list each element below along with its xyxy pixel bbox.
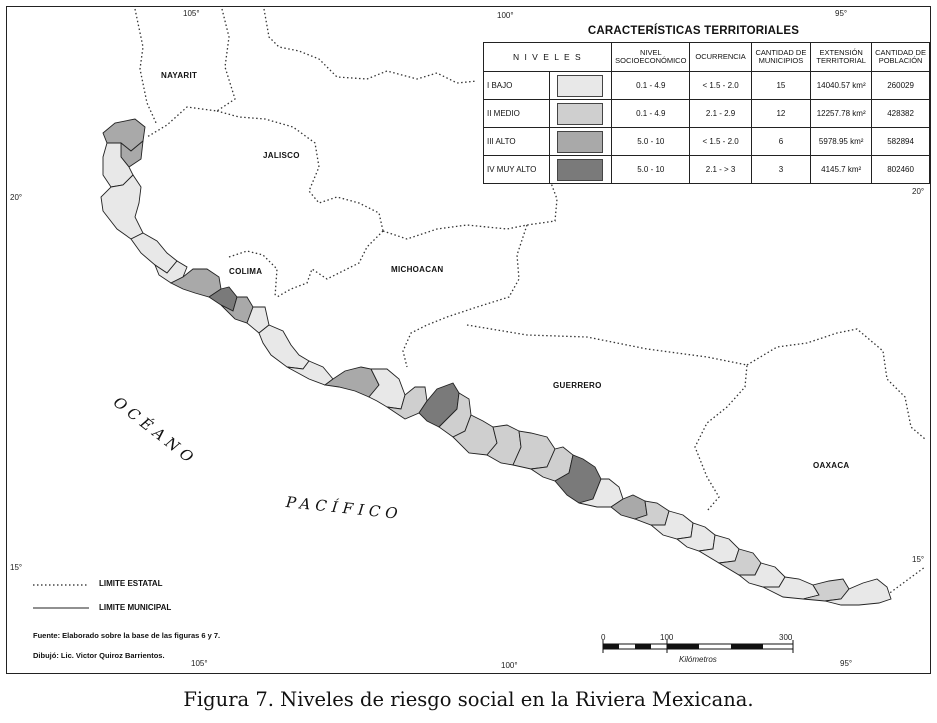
state-label-colima: COLIMA (229, 267, 263, 276)
extension-cell: 5978.95 km² (811, 128, 872, 156)
figure-caption: Figura 7. Niveles de riesgo social en la Riviera Mexicana. (183, 688, 754, 711)
extension-cell: 4145.7 km² (811, 156, 872, 184)
extension-cell: 14040.57 km² (811, 72, 872, 100)
author-note: Dibujó: Lic. Victor Quiroz Barrientos. (33, 651, 165, 660)
table-row (484, 128, 930, 156)
ocurrencia-cell: < 1.5 - 2.0 (690, 72, 751, 100)
poblacion-cell: 802460 (872, 156, 930, 184)
lat-label: 20° (912, 187, 925, 196)
table-row (484, 156, 930, 184)
header-extension: EXTENSIÓN TERRITORIAL (811, 43, 872, 72)
ocean-label-pacifico: PACÍFICO (285, 493, 404, 524)
lon-label: 95° (835, 9, 848, 18)
socio-cell: 5.0 - 10 (612, 156, 690, 184)
level-cell: III ALTO (484, 128, 550, 156)
municipios-cell: 3 (751, 156, 810, 184)
lat-label: 15° (10, 563, 23, 572)
scale-tick-0: 0 (601, 633, 606, 642)
region-alto (325, 367, 379, 397)
socio-cell: 0.1 - 4.9 (612, 72, 690, 100)
scale-tick-300: 300 (779, 633, 793, 642)
lat-label: 20° (10, 193, 23, 202)
legend-estatal-label: LIMITE ESTATAL (99, 579, 163, 588)
table-row (484, 100, 930, 128)
map-frame (6, 6, 931, 674)
header-municipios: CANTIDAD DE MUNICIPIOS (751, 43, 810, 72)
municipios-cell: 12 (751, 100, 810, 128)
header-poblacion: CANTIDAD DE POBLACIÓN (872, 43, 930, 72)
legend-municipal-label: LIMITE MUNICIPAL (99, 603, 172, 612)
poblacion-cell: 582894 (872, 128, 930, 156)
swatch-alto (549, 128, 611, 156)
lon-label: 100° (497, 11, 514, 20)
lon-label: 105° (191, 659, 208, 668)
ocurrencia-cell: 2.1 - 2.9 (690, 100, 751, 128)
region-bajo (131, 233, 177, 273)
header-niveles: N I V E L E S (484, 43, 612, 72)
state-label-guerrero: GUERRERO (553, 381, 602, 390)
level-cell: I BAJO (484, 72, 550, 100)
state-label-jalisco: JALISCO (263, 151, 300, 160)
socio-cell: 0.1 - 4.9 (612, 100, 690, 128)
municipios-cell: 6 (751, 128, 810, 156)
lon-label: 100° (501, 661, 518, 670)
lon-label: 95° (840, 659, 853, 668)
socio-cell: 5.0 - 10 (612, 128, 690, 156)
municipalities (101, 119, 891, 605)
source-note: Fuente: Elaborado sobre la base de las figuras 6 y 7. (33, 631, 221, 640)
poblacion-cell: 260029 (872, 72, 930, 100)
ocean-label-oceano: OCÉANO (109, 393, 201, 470)
table-row (484, 72, 930, 100)
header-ocurrencia: OCURRENCIA (690, 43, 751, 72)
scale-tick-100: 100 (660, 633, 674, 642)
poblacion-cell: 428382 (872, 100, 930, 128)
characteristics-table (483, 42, 930, 184)
state-label-nayarit: NAYARIT (161, 71, 198, 80)
scale-unit: Kilómetros (679, 655, 717, 664)
swatch-muy-alto (549, 156, 611, 184)
ocurrencia-cell: 2.1 - > 3 (690, 156, 751, 184)
ocurrencia-cell: < 1.5 - 2.0 (690, 128, 751, 156)
table-header-row (484, 43, 930, 72)
level-cell: II MEDIO (484, 100, 550, 128)
lon-label: 105° (183, 9, 200, 18)
state-label-oaxaca: OAXACA (813, 461, 850, 470)
table-title: CARACTERÍSTICAS TERRITORIALES (587, 25, 800, 37)
region-bajo (259, 325, 309, 369)
municipios-cell: 15 (751, 72, 810, 100)
lat-label: 15° (912, 555, 925, 564)
scale-bar (603, 640, 793, 653)
state-label-michoacan: MICHOACAN (391, 265, 444, 274)
extension-cell: 12257.78 km² (811, 100, 872, 128)
swatch-medio (549, 100, 611, 128)
swatch-bajo (549, 72, 611, 100)
level-cell: IV MUY ALTO (484, 156, 550, 184)
header-nivel-socio: NIVEL SOCIOECONÓMICO (612, 43, 690, 72)
